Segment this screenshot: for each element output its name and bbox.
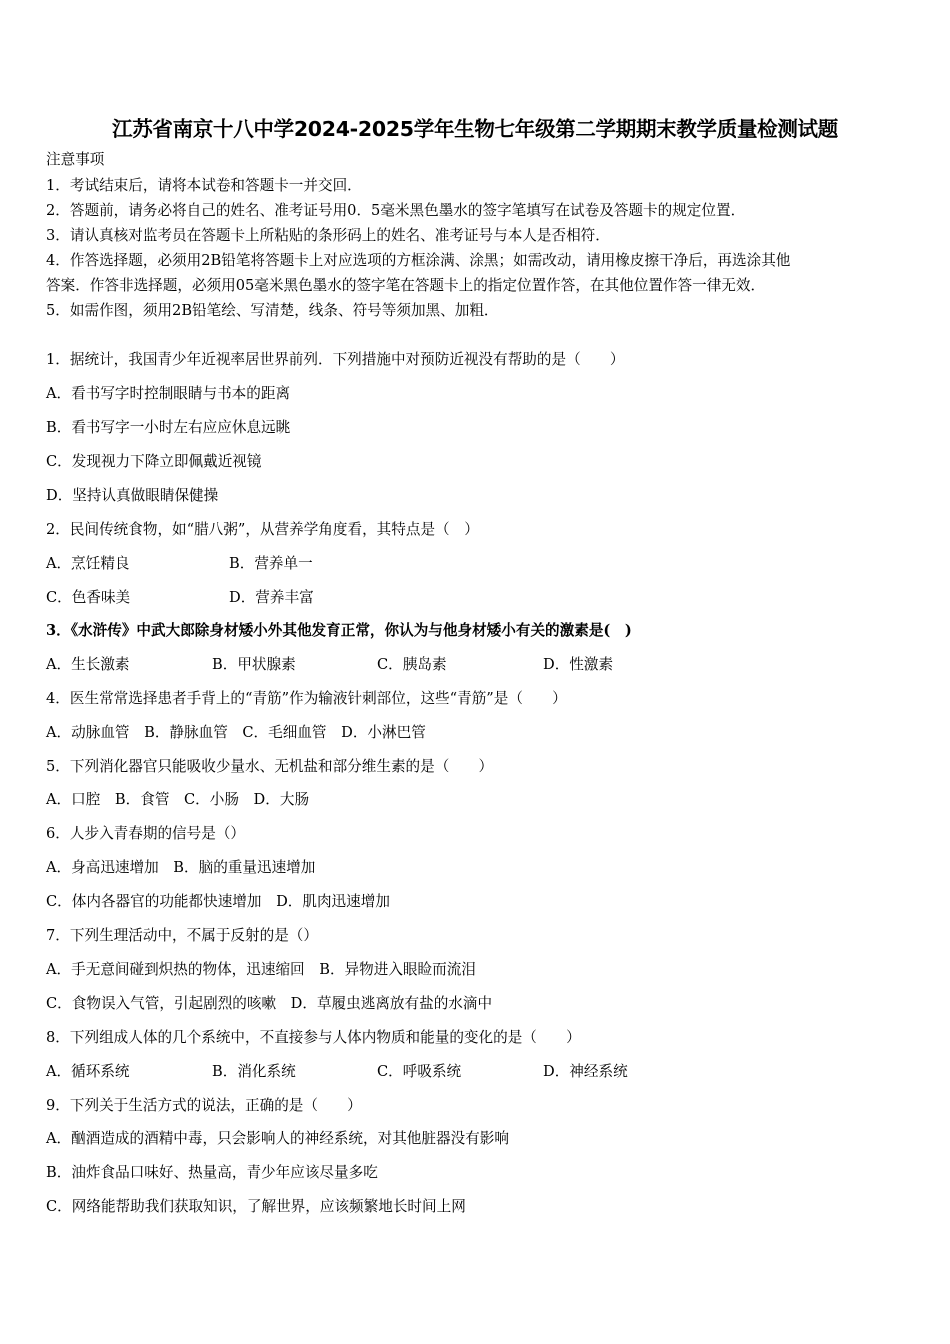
notice-heading: 注意事项 <box>46 151 105 168</box>
question-5-options: A．口腔 B．食管 C．小肠 D．大肠 <box>46 791 310 808</box>
question-8-option-d: D．神经系统 <box>543 1063 628 1080</box>
question-8-stem: 8．下列组成人体的几个系统中，不直接参与人体内物质和能量的变化的是（ ） <box>46 1029 581 1046</box>
question-7-options-cd: C．食物误入气管，引起剧烈的咳嗽 D．草履虫逃离放有盐的水滴中 <box>46 995 493 1012</box>
notice-item: 3．请认真核对监考员在答题卡上所粘贴的条形码上的姓名、准考证号与本人是否相符． <box>46 227 610 244</box>
question-2-option-d: D．营养丰富 <box>229 589 314 606</box>
question-6-options-ab: A．身高迅速增加 B．脑的重量迅速增加 <box>46 859 316 876</box>
question-9-option-c: C．网络能帮助我们获取知识，了解世界，应该频繁地长时间上网 <box>46 1198 466 1215</box>
question-2-stem: 2．民间传统食物，如“腊八粥”，从营养学角度看，其特点是（ ） <box>46 521 479 538</box>
question-8-option-b: B．消化系统 <box>212 1063 296 1080</box>
question-2-option-a: A．烹饪精良 <box>46 555 130 572</box>
question-1-option-c: C．发现视力下降立即佩戴近视镜 <box>46 453 262 470</box>
question-5-stem: 5．下列消化器官只能吸收少量水、无机盐和部分维生素的是（ ） <box>46 758 494 775</box>
question-6-stem: 6．人步入青春期的信号是（） <box>46 825 246 842</box>
question-3-stem: 3．《水浒传》中武大郎除身材矮小外其他发育正常，你认为与他身材矮小有关的激素是( ) <box>46 622 632 639</box>
question-9-option-b: B．油炸食品口味好、热量高，青少年应该尽量多吃 <box>46 1164 378 1181</box>
question-8-option-a: A．循环系统 <box>46 1063 130 1080</box>
question-1-option-d: D．坚持认真做眼睛保健操 <box>46 487 219 504</box>
question-7-stem: 7．下列生理活动中，不属于反射的是（） <box>46 927 318 944</box>
question-6-options-cd: C．体内各器官的功能都快速增加 D．肌肉迅速增加 <box>46 893 390 910</box>
question-9-option-a: A．酗酒造成的酒精中毒，只会影响人的神经系统，对其他脏器没有影响 <box>46 1130 509 1147</box>
question-1-stem: 1．据统计，我国青少年近视率居世界前列．下列措施中对预防近视没有帮助的是（ ） <box>46 351 625 368</box>
notice-item: 5．如需作图，须用2B铅笔绘、写清楚，线条、符号等须加黑、加粗． <box>46 302 499 319</box>
page-title: 江苏省南京十八中学2024-2025学年生物七年级第二学期期末教学质量检测试题 <box>112 117 838 141</box>
question-3-option-a: A．生长激素 <box>46 656 130 673</box>
notice-item: 2．答题前，请务必将自己的姓名、准考证号用0．5毫米黑色墨水的签字笔填写在试卷及答题卡的规定位置． <box>46 202 746 219</box>
question-2-option-c: C．色香味美 <box>46 589 131 606</box>
question-1-option-b: B．看书写字一小时左右应应休息远眺 <box>46 419 291 436</box>
notice-item: 4．作答选择题，必须用2B铅笔将答题卡上对应选项的方框涂满、涂黑；如需改动，请用橡皮擦干净后，再选涂其他 <box>46 252 791 269</box>
question-8-option-c: C．呼吸系统 <box>377 1063 462 1080</box>
question-3-option-c: C．胰岛素 <box>377 656 447 673</box>
question-4-stem: 4．医生常常选择患者手背上的“青筋”作为输液针刺部位，这些“青筋”是（ ） <box>46 690 567 707</box>
notice-item: 1．考试结束后，请将本试卷和答题卡一并交回． <box>46 177 362 194</box>
question-7-options-ab: A．手无意间碰到炽热的物体，迅速缩回 B．异物进入眼睑而流泪 <box>46 961 476 978</box>
notice-item: 答案．作答非选择题，必须用05毫米黑色墨水的签字笔在答题卡上的指定位置作答，在其他位置作答一律无效． <box>46 277 766 294</box>
question-3-option-b: B．甲状腺素 <box>212 656 296 673</box>
question-1-option-a: A．看书写字时控制眼睛与书本的距离 <box>46 385 291 402</box>
question-9-stem: 9．下列关于生活方式的说法，正确的是（ ） <box>46 1097 362 1114</box>
question-2-option-b: B．营养单一 <box>229 555 313 572</box>
question-3-option-d: D．性激素 <box>543 656 614 673</box>
question-4-options: A．动脉血管 B．静脉血管 C．毛细血管 D．小淋巴管 <box>46 724 426 741</box>
